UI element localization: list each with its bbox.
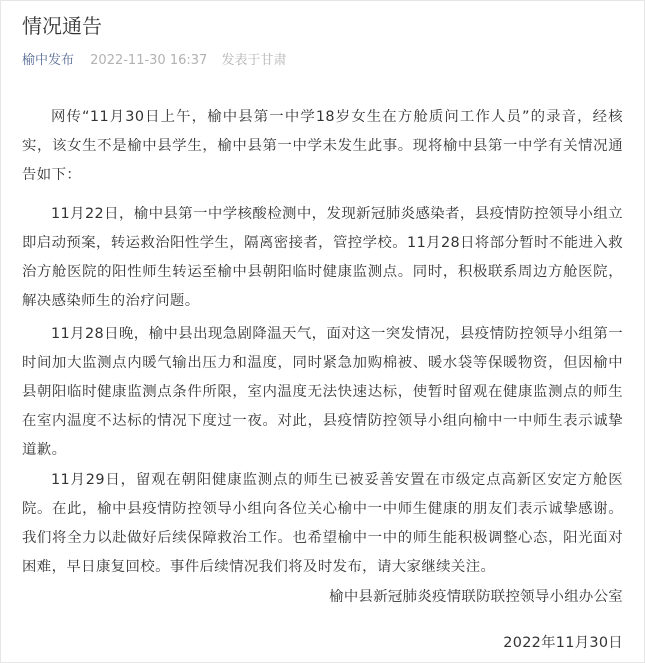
account-name-link[interactable]: 榆中发布 [22,53,75,68]
article-title: 情况通告 [22,14,102,38]
paragraph-intro: 网传“11月30日上午，榆中县第一中学18岁女生在方舱质问工作人员”的录音，经核实，该女生不是榆中县学生，榆中县第一中学未发生此事。现将榆中县第一中学有关情况通告如下： [22,109,623,183]
publish-location: 发表于甘肃 [221,53,287,68]
paragraph-nov28: 11月28日晚，榆中县出现急剧降温天气，面对这一突发情况，县疫情防控领导小组第一时间加大监测点内暖气输出压力和温度，同时紧急加购棉被、暖水袋等保暖物资，但因榆中县朝阳临时健康监测点条件所限，室内温度无法快速达标，使暂时留观在健康监测点的师生在室内温度不达标的情况下度过一夜。对此，县疫情防控领导小组向榆中一中师生表示诚挚道歉。 [22,326,623,458]
paragraph-nov29: 11月29日，留观在朝阳健康监测点的师生已被妥善安置在市级定点高新区安定方舱医院。在此，榆中县疫情防控领导小组向各位关心榆中一中师生健康的朋友们表示诚挚感谢。我们将全力以赴做好后续保障救治工作。也希望榆中一中的师生能积极调整心态，阳光面对困难，早日康复回校。事件后续情况我们将及时发布，请大家继续关注。 [22,472,623,575]
paragraph-nov22: 11月22日，榆中县第一中学核酸检测中，发现新冠肺炎感染者，县疫情防控领导小组立即启动预案，转运救治阳性学生，隔离密接者，管控学校。11月28日将部分暂时不能进入救治方舱医院的阳性师生转运至榆中县朝阳临时健康监测点。同时，积极联系周边方舱医院，解决感染师生的治疗问题。 [22,206,623,309]
signature: 榆中县新冠肺炎疫情联防联控领导小组办公室 [329,589,623,605]
article-meta [22,52,286,70]
sign-date: 2022年11月30日 [503,635,623,651]
publish-datetime: 2022-11-30 16:37 [90,53,208,68]
